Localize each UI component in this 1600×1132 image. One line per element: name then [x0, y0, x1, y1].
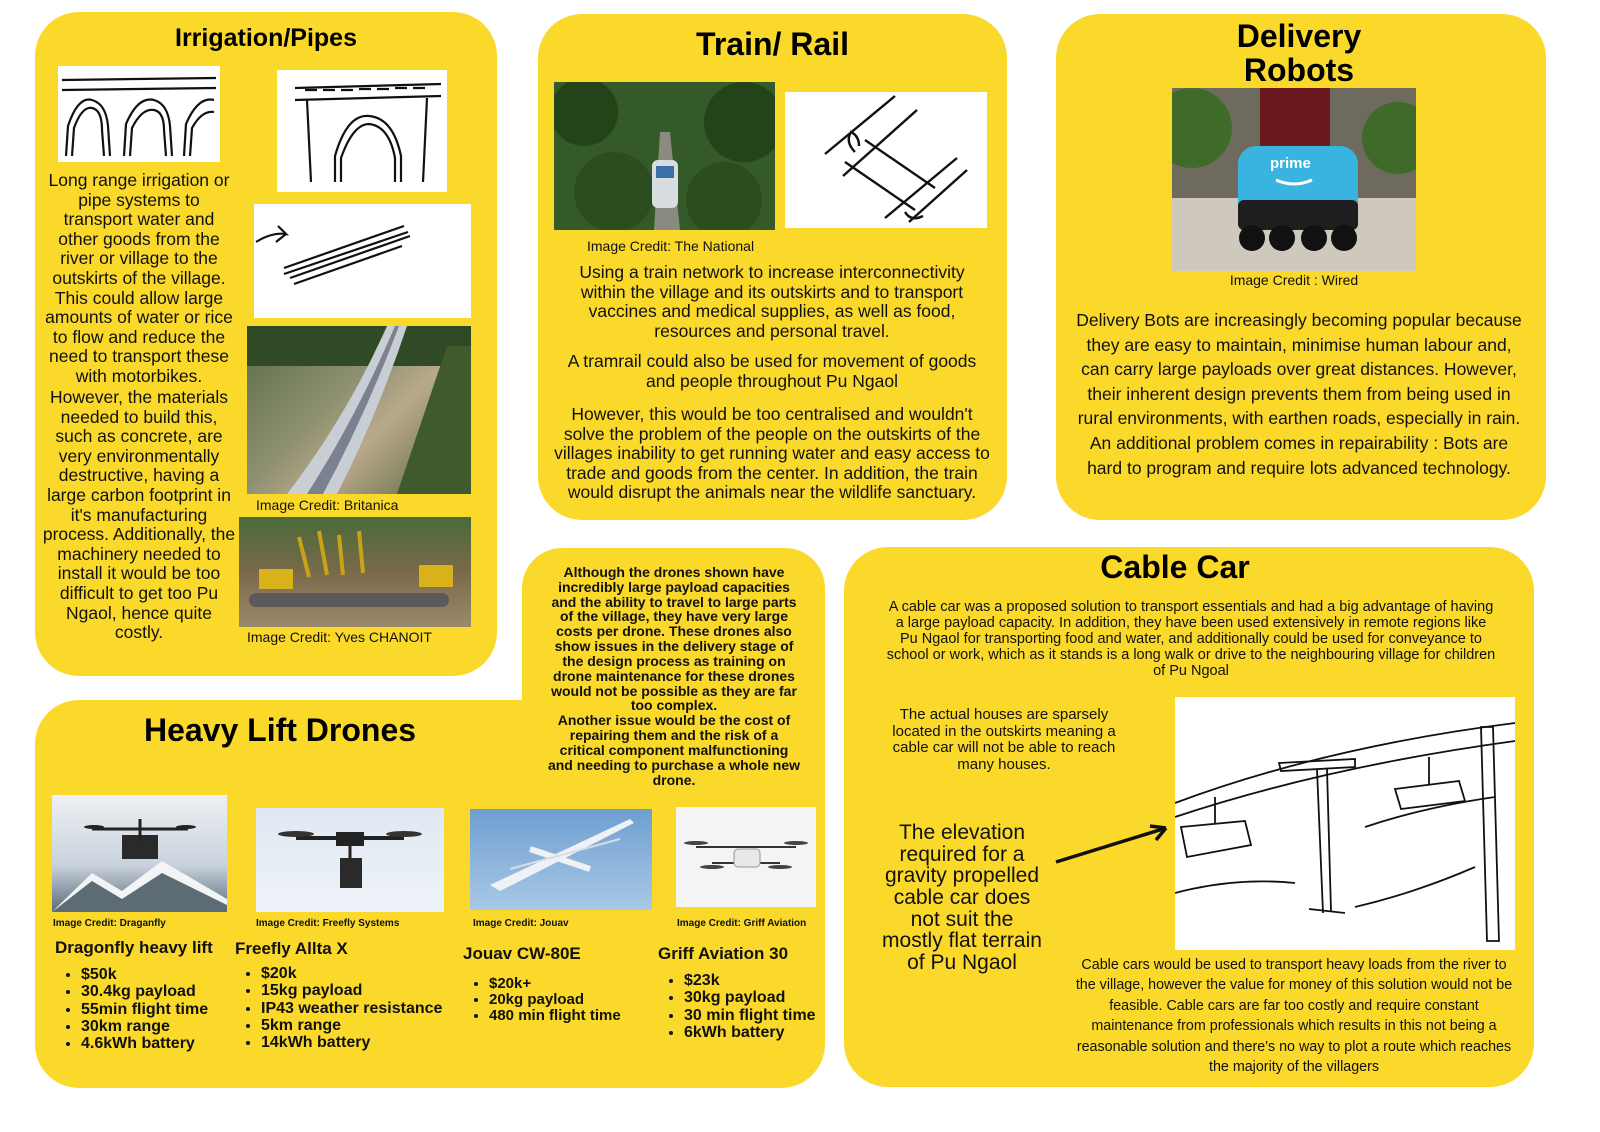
irrigation-title: Irrigation/Pipes	[175, 24, 357, 52]
drone-credit-2: Image Credit: Freefly Systems	[256, 918, 400, 929]
construction-credit: Image Credit: Yves CHANOIT	[247, 629, 432, 645]
delivery-robot-photo	[1172, 88, 1416, 271]
drone-spec-item: • 55min flight time	[81, 1001, 235, 1018]
robots-title-line1: Delivery	[1236, 18, 1362, 54]
tramrail-description: A tramrail could also be used for movement of goods and people throughout Pu Ngaol	[567, 351, 977, 391]
drone-spec-item: • 5km range	[261, 1017, 455, 1034]
irrigation-drawbacks: However, the materials needed to build this, such as concrete, are very environmentally destructive, having a large carbon footprint in it's manufacturing process. Additionally, the machinery needed to install it would be too difficult to get too Pu Ngaol, hence quite costly.	[42, 387, 236, 643]
jouav-drone-photo	[470, 809, 652, 910]
drone-spec-item: • $50k	[81, 966, 235, 983]
drone-spec-item: • $20k	[261, 965, 455, 982]
train-credit: Image Credit: The National	[587, 238, 755, 254]
drone-credit-4: Image Credit: Griff Aviation	[677, 918, 807, 929]
drone-spec-item: • 15kg payload	[261, 982, 455, 999]
drone-name: Freefly Allta X	[235, 939, 348, 958]
drone-spec-item: • 30kg payload	[684, 989, 828, 1006]
drone-spec-item: • IP43 weather resistance	[261, 1000, 455, 1017]
drone-spec-jouav	[463, 944, 653, 1025]
drone-spec-freefly	[235, 939, 455, 1051]
drone-name: Griff Aviation 30	[658, 944, 789, 963]
rail-sketch-image	[785, 92, 987, 228]
drone-spec-item: • $23k	[684, 972, 828, 989]
drone-spec-dragonfly	[55, 938, 235, 1052]
cable-car-sketch-image	[1175, 697, 1515, 950]
train-description: Using a train network to increase interconnectivity within the village and its outskirts and to transport vaccines and medical supplies, as well as food, resources and personal travel.	[579, 262, 965, 341]
robots-description: Delivery Bots are increasingly becoming popular because they are easy to maintain, minimise human labour and, can carry large payloads over great distances. However, their inherent design prevents them from being used in rural environments, with earthen roads, especially in rain. An additional problem comes in repairability : Bots are hard to program and require lots advanced technology.	[1076, 310, 1522, 478]
griff-drone-photo	[676, 807, 816, 907]
drone-spec-item: • 4.6kWh battery	[81, 1035, 235, 1052]
dragonfly-drone-photo	[52, 795, 227, 912]
cable-car-title: Cable Car	[1100, 549, 1250, 585]
robot-prime-label: prime	[1270, 155, 1311, 172]
drone-credit-1: Image Credit: Draganfly	[53, 918, 166, 929]
drone-name: Jouav CW-80E	[463, 944, 581, 963]
drone-spec-item: • 30 min flight time	[684, 1007, 828, 1024]
drone-spec-item: • 480 min flight time	[489, 1008, 653, 1024]
pipeline-photo	[247, 326, 471, 494]
cable-car-houses-note: The actual houses are sparsely located in the outskirts meaning a cable car will not be able to reach many houses.	[892, 706, 1116, 773]
pipe-sketch-image	[254, 204, 471, 318]
aqueduct-sketch-image	[58, 66, 220, 162]
drone-spec-griff	[658, 944, 828, 1041]
drone-spec-item: • 14kWh battery	[261, 1034, 455, 1051]
pipeline-credit: Image Credit: Britanica	[256, 497, 399, 513]
bridge-sketch-image	[277, 70, 447, 192]
freefly-drone-photo	[256, 808, 444, 912]
cable-car-elevation-note: The elevation required for a gravity propelled cable car does not suit the mostly flat terrain of Pu Ngaol	[882, 821, 1042, 974]
drone-spec-item: • 6kWh battery	[684, 1024, 828, 1041]
drone-spec-item: • 30km range	[81, 1018, 235, 1035]
drones-note: Although the drones shown have incredibly large payload capacities and the ability to travel to large parts of the village, they have very large costs per drone. These drones also show issues in the delivery stage of the design process as training on drone maintenance for these drones would not be possible as they are far too complex. Another issue would be the cost of repairing them and the risk of a critical component malfunctioning and needing to purchase a whole new drone.	[547, 564, 801, 788]
train-drawbacks: However, this would be too centralised and wouldn't solve the problem of the people on the outskirts of the villages inability to get running water and easy access to trade and goods from the center. In addition, the train would disrupt the animals near the wildlife sanctuary.	[554, 404, 990, 503]
train-photo	[554, 82, 775, 230]
cable-car-intro: A cable car was a proposed solution to transport essentials and had a big advantage of having a large payload capacity. In addition, they have been used extensively in remote regions like Pu Ngaol for transporting food and water, and additionally could be used for conveyance to school or work, which as it stands is a long walk or drive to the neighbouring village for children of Pu Ngoal	[886, 599, 1496, 679]
drone-credit-3: Image Credit: Jouav	[473, 918, 569, 929]
drones-title: Heavy Lift Drones	[143, 712, 417, 748]
train-title: Train/ Rail	[696, 26, 849, 62]
drone-spec-item: • 30.4kg payload	[81, 983, 235, 1000]
irrigation-description: Long range irrigation or pipe systems to transport water and other goods from the river or village to the outskirts of the village. This could allow large amounts of water or rice to flow and reduce the need to transport these with motorbikes.	[45, 170, 233, 386]
cable-car-conclusion: Cable cars would be used to transport heavy loads from the river to the village, however the value for money of this solution would not be feasible. Cable cars are far too costly and require constant maintenance from professionals which results in this not being a reasonable solution and there's no way to plot a route which reaches the majority of the villagers	[1075, 957, 1513, 1076]
drone-spec-item: • $20k+	[489, 976, 653, 992]
drone-spec-item: • 20kg payload	[489, 992, 653, 1008]
arrow-icon	[1054, 818, 1178, 868]
construction-photo	[239, 517, 471, 627]
robots-credit: Image Credit : Wired	[1229, 272, 1359, 288]
robots-title-line2: Robots	[1243, 52, 1355, 88]
drone-name: Dragonfly heavy lift	[55, 938, 213, 957]
